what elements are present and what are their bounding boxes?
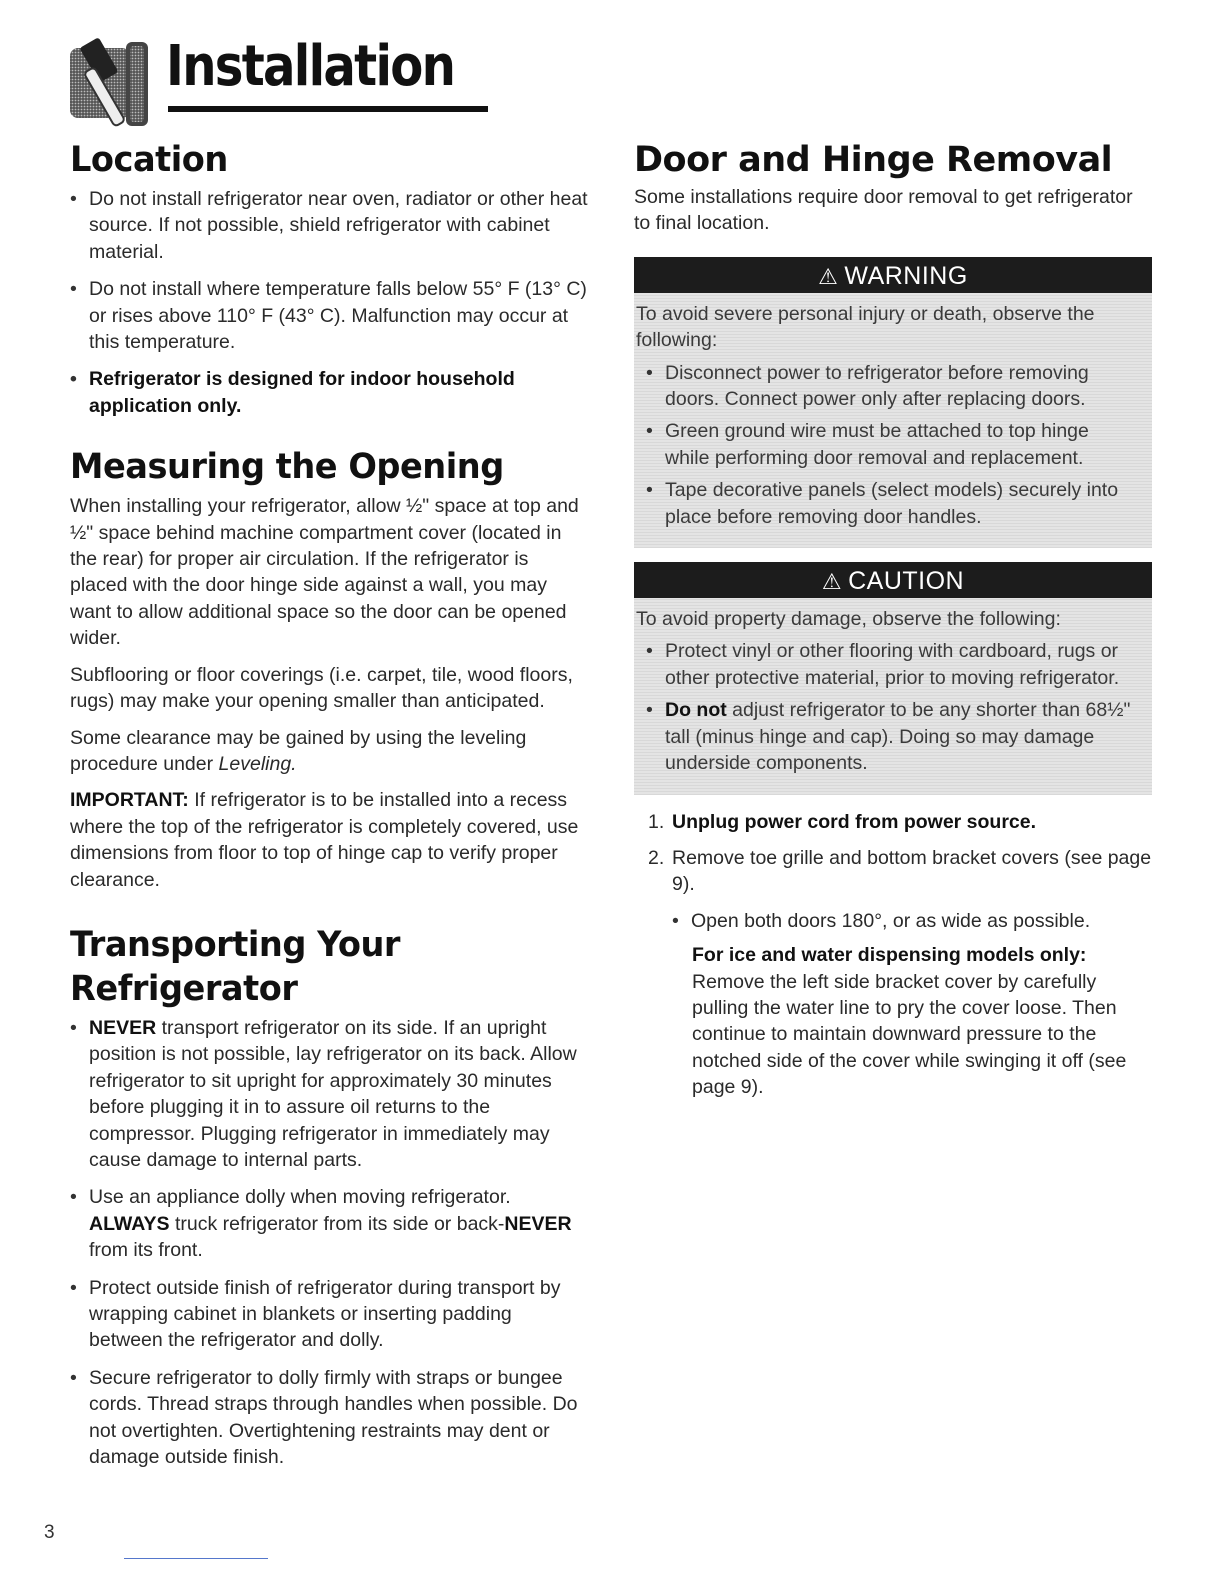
- emphasis-always: ALWAYS: [89, 1212, 170, 1235]
- paragraph: When installing your refrigerator, allow ½" space at top and ½" space behind machine compartment cover (located in the rear) for proper air circulation. If the refrigerator is placed with the door hinge side against a wall, you may want to allow additional space so the door can be opened wider.: [70, 495, 579, 650]
- list-item: • Tape decorative panels (select models) securely into place before removing door handles.: [636, 477, 1138, 530]
- ice-water-heading: For ice and water dispensing models only:: [692, 944, 1087, 967]
- list-item: • Do not install refrigerator near oven, radiator or other heat source. If not possible, shield refrigerator with cabinet material.: [70, 186, 590, 265]
- warning-lead: To avoid severe personal injury or death, observe the following:: [636, 302, 1095, 352]
- emphasis-do-not: Do not: [665, 699, 727, 722]
- list-item: • Protect vinyl or other flooring with cardboard, rugs or other protective material, prior to moving refrigerator.: [636, 638, 1138, 691]
- title-underline: [168, 106, 488, 112]
- caution-header: [634, 562, 1152, 598]
- warning-box: [634, 257, 1152, 548]
- right-column: [634, 138, 1154, 1101]
- paragraph: Subflooring or floor coverings (i.e. carpet, tile, wood floors, rugs) may make your opening smaller than anticipated.: [70, 663, 573, 713]
- important-text: If refrigerator is to be installed into a recess where the top of the refrigerator is completely covered, use dimensions from floor to top of hinge cap to verify proper clearance.: [70, 789, 579, 891]
- warning-list: [636, 360, 1138, 530]
- important-label: IMPORTANT:: [70, 789, 189, 812]
- step-item: [634, 809, 1154, 835]
- caution-triangle-icon: ⚠: [821, 569, 843, 595]
- warning-triangle-icon: ⚠: [818, 263, 839, 289]
- tools-icon: [68, 36, 152, 136]
- caution-lead: To avoid property damage, observe the following:: [636, 608, 1061, 631]
- list-item: • Open both doors 180°, or as wide as possible.: [672, 908, 1154, 934]
- warning-header: [634, 257, 1152, 293]
- warning-label: WARNING: [844, 261, 968, 290]
- list-item: • Secure refrigerator to dolly firmly with straps or bungee cords. Thread straps through handles when possible. Do not overtighten. Overtightening restraints may dent or damage outside finish.: [70, 1365, 590, 1471]
- list-item: [70, 1015, 590, 1173]
- transport-section: [70, 923, 590, 1471]
- emphasis-never: NEVER: [504, 1212, 572, 1235]
- footer-divider: [124, 1558, 268, 1559]
- removal-steps: [634, 809, 1154, 898]
- ice-water-text: Remove the left side bracket cover by carefully pulling the water line to pry the cover loose. Then continue to maintain downward pressure to the notched side of the cover while swinging it off (see page 9).: [692, 970, 1127, 1099]
- warning-body: [634, 293, 1152, 548]
- item-text: truck refrigerator from its side or back-: [169, 1212, 505, 1235]
- location-heading: Location: [70, 140, 228, 180]
- caution-list: [636, 638, 1138, 776]
- page-number: 3: [44, 1522, 55, 1543]
- important-note: [70, 787, 590, 893]
- measuring-section: [70, 445, 590, 893]
- step-2-details: [672, 908, 1154, 1101]
- list-item: [70, 1184, 590, 1263]
- paragraph: [70, 725, 590, 778]
- door-heading: Door and Hinge Removal: [634, 140, 1113, 180]
- left-column: [70, 138, 590, 1481]
- step-item: [634, 845, 1154, 898]
- caution-box: [634, 562, 1152, 794]
- list-item: • Do not install where temperature falls below 55° F (13° C) or rises above 110° F (43° C). Malfunction may occur at this temperature.: [70, 276, 590, 355]
- door-intro: Some installations require door removal to get refrigerator to final location.: [634, 186, 1133, 235]
- caution-body: [634, 598, 1152, 794]
- step-number: 1.: [648, 810, 665, 833]
- list-item: • Refrigerator is designed for indoor household application only.: [70, 366, 590, 419]
- step-number: 2.: [648, 846, 665, 869]
- item-text: from its front.: [89, 1239, 203, 1262]
- page-title: Installation: [166, 34, 455, 99]
- location-section: [70, 138, 590, 419]
- item-text: adjust refrigerator to be any shorter than 68½" tall (minus hinge and cap). Doing so may damage underside components.: [665, 699, 1131, 775]
- list-item: • Protect outside finish of refrigerator during transport by wrapping cabinet in blankets or inserting padding between the refrigerator and dolly.: [70, 1275, 590, 1354]
- list-item: • Green ground wire must be attached to top hinge while performing door removal and replacement.: [636, 418, 1138, 471]
- sub-list: [672, 908, 1154, 934]
- step-text: Remove toe grille and bottom bracket covers (see page 9).: [672, 846, 1152, 896]
- list-item: • Disconnect power to refrigerator before removing doors. Connect power only after replacing doors.: [636, 360, 1138, 413]
- paragraph-text: Some clearance may be gained by using the leveling procedure under: [70, 726, 527, 775]
- leveling-reference: Leveling.: [218, 752, 297, 775]
- item-text: Use an appliance dolly when moving refrigerator.: [89, 1186, 511, 1209]
- emphasis-never: NEVER: [89, 1016, 157, 1039]
- caution-label: CAUTION: [848, 567, 965, 596]
- location-list: [70, 186, 590, 419]
- measuring-heading: Measuring the Opening: [70, 447, 504, 488]
- list-item: [636, 697, 1138, 776]
- item-text: transport refrigerator on its side. If an upright position is not possible, lay refrigerator on its back. Allow refrigerator to sit upright for approximately 30 minutes before plugging it in to assure oil returns to the compressor. Plugging refrigerator in immediately may cause damage to internal parts.: [89, 1016, 577, 1171]
- page-header: [68, 30, 455, 140]
- transport-list: [70, 1015, 590, 1471]
- step-text: Unplug power cord from power source.: [672, 810, 1037, 833]
- transport-heading: Transporting Your Refrigerator: [70, 924, 401, 1009]
